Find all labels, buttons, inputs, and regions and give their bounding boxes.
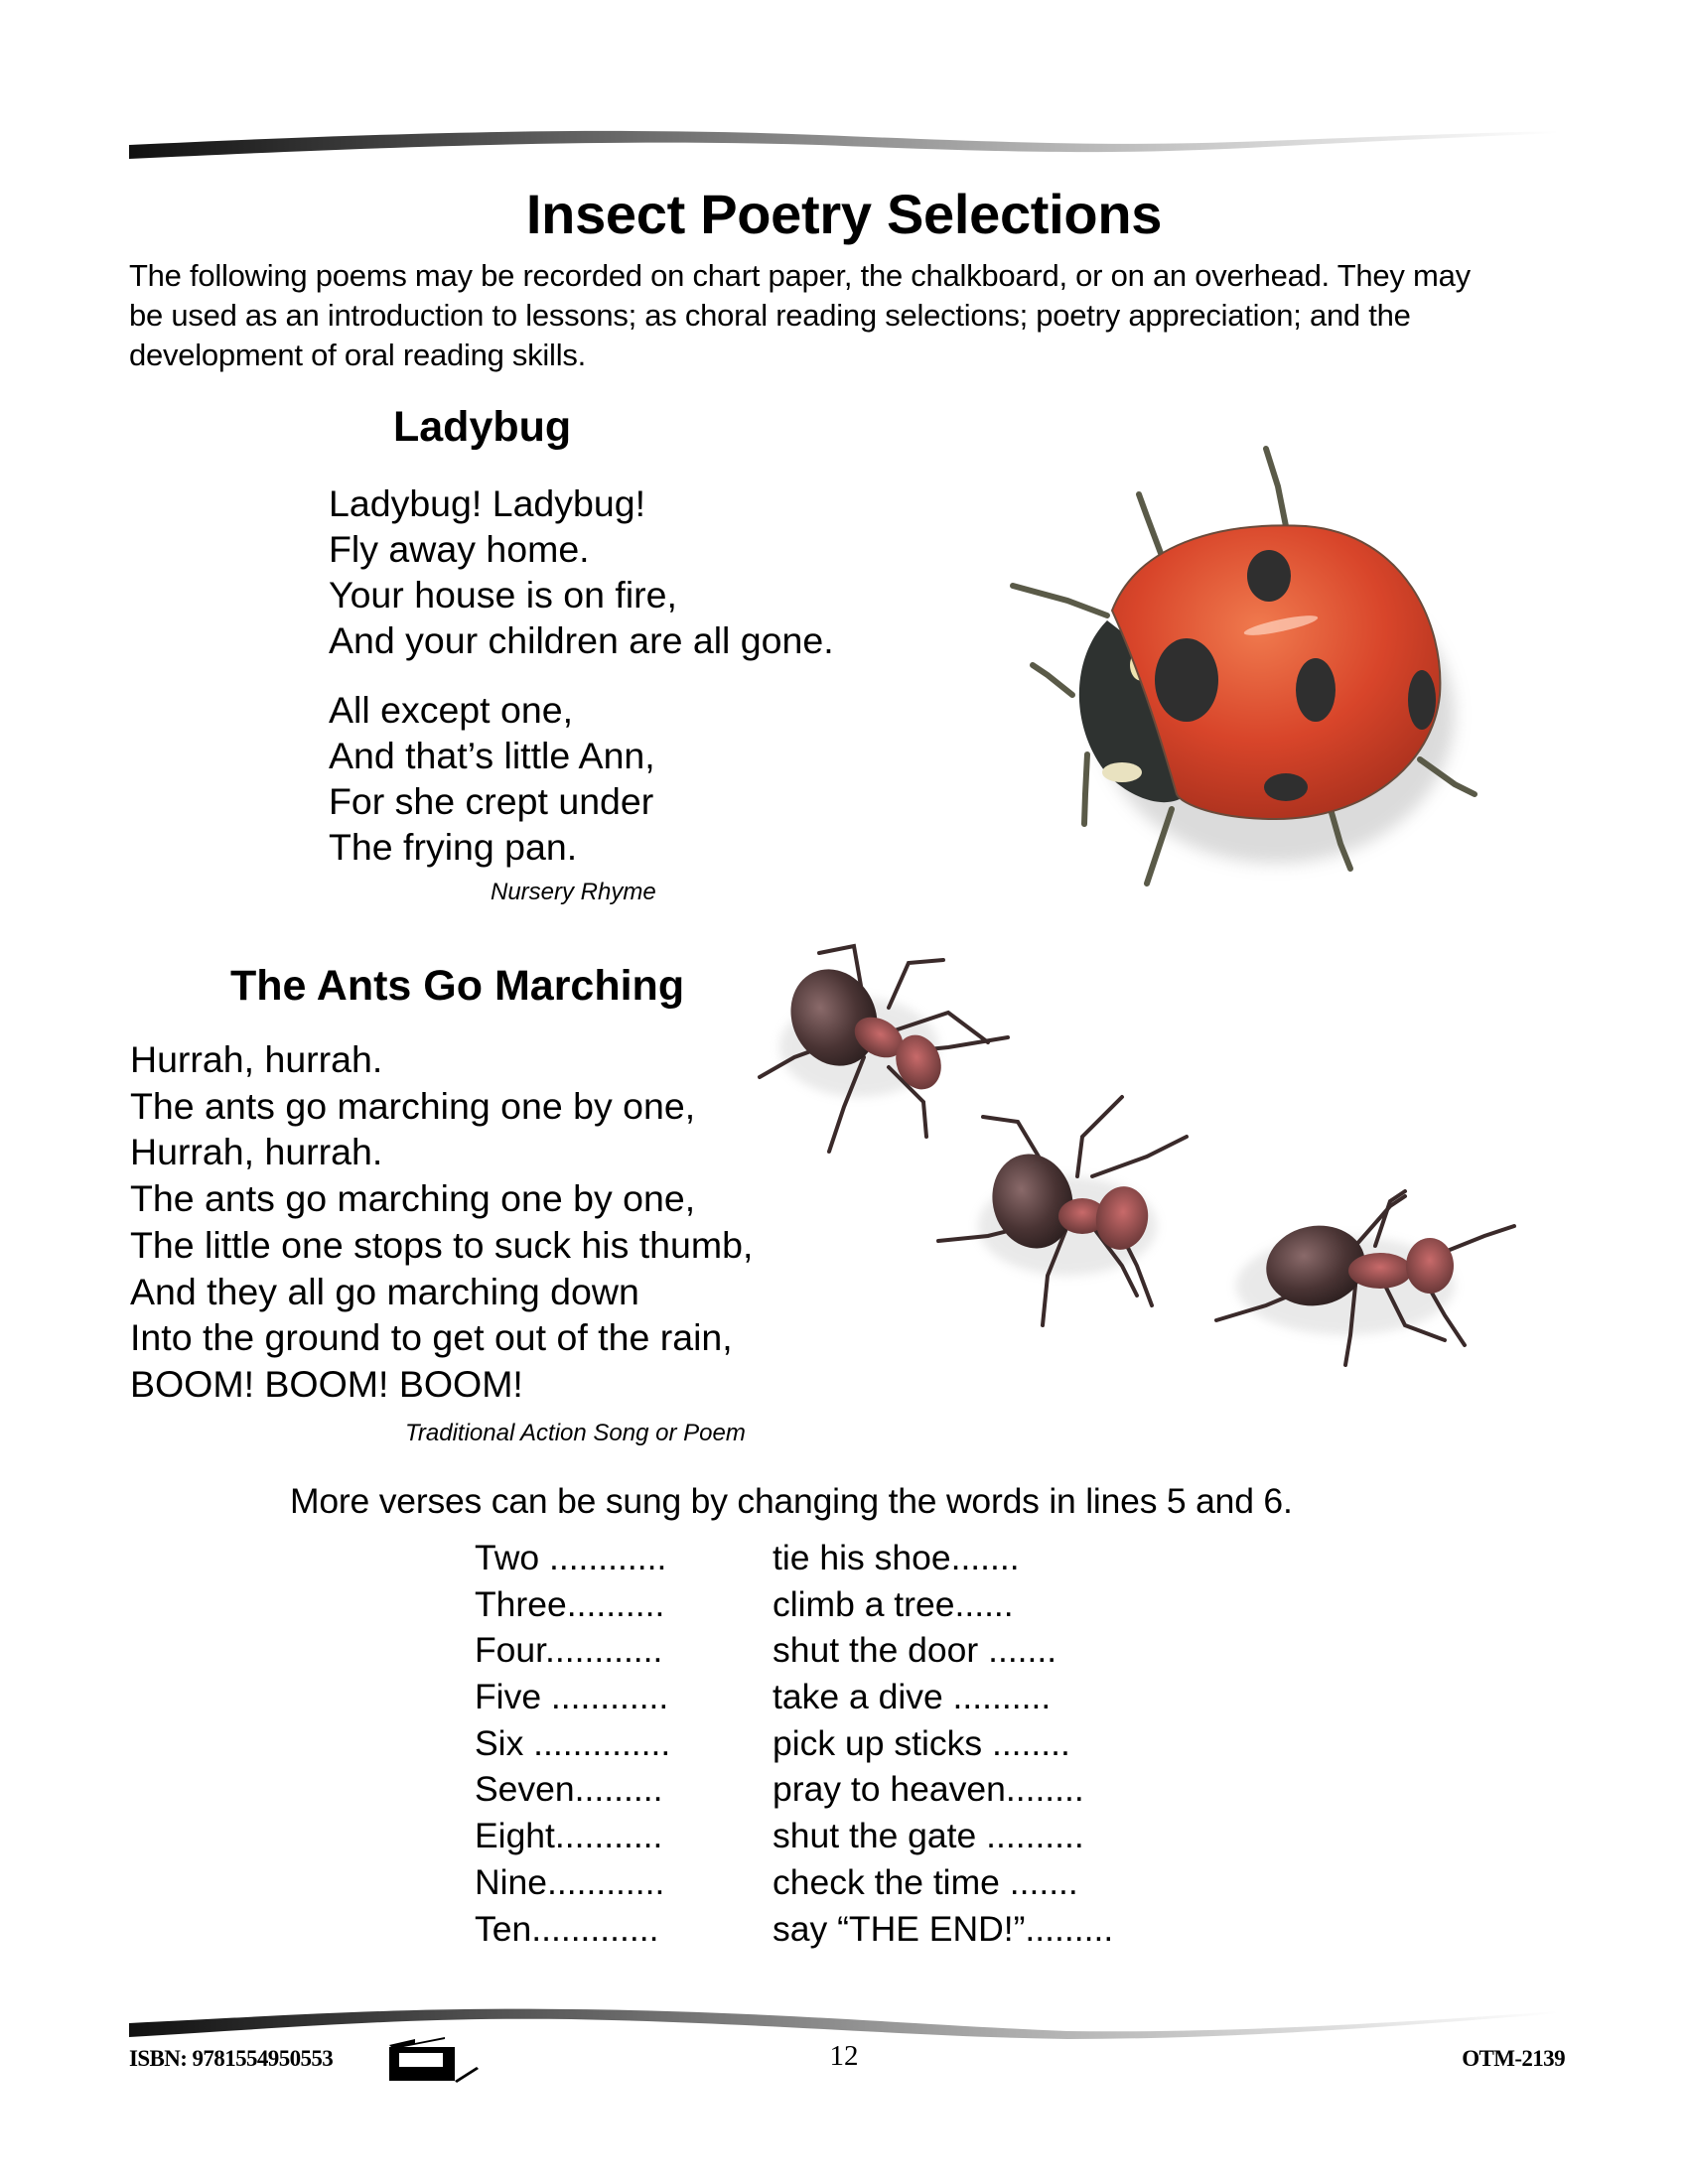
verse-row <box>475 1535 1113 1581</box>
verse-action: take a dive .......... <box>773 1677 1052 1717</box>
ladybug-image <box>988 427 1484 903</box>
ladybug-stanza-1 <box>329 480 834 663</box>
intro-line: be used as an introduction to lessons; as choral reading selections; poetry appreciation; and the <box>129 298 1411 333</box>
verse-action: pray to heaven........ <box>773 1769 1084 1810</box>
poem-line: Fly away home. <box>329 528 590 570</box>
verse-row <box>475 1813 1113 1859</box>
poem-line: Hurrah, hurrah. <box>130 1038 383 1080</box>
verse-number: Two ............ <box>475 1538 667 1577</box>
ladybug-heading: Ladybug <box>393 403 572 451</box>
verse-number: Six .............. <box>475 1722 671 1763</box>
verse-number: Eight........... <box>475 1816 663 1856</box>
verse-action: shut the door ....... <box>773 1630 1057 1671</box>
ant-1 <box>760 946 1008 1152</box>
poem-line: The ants go marching one by one, <box>130 1084 696 1127</box>
verse-row <box>475 1859 1113 1906</box>
verse-action: shut the gate .......... <box>773 1816 1084 1856</box>
verse-row <box>475 1720 1113 1767</box>
footer-swoosh <box>124 1995 1564 2045</box>
poem-line: For she crept under <box>329 780 654 822</box>
verses-list <box>475 1535 1113 1952</box>
ladybug-attribution: Nursery Rhyme <box>491 879 656 905</box>
verse-row <box>475 1906 1113 1953</box>
verse-number: Three.......... <box>475 1583 665 1624</box>
verse-number: Four............ <box>475 1630 663 1671</box>
poem-line: The ants go marching one by one, <box>130 1177 696 1220</box>
verse-row <box>475 1766 1113 1813</box>
verse-row <box>475 1581 1113 1628</box>
poem-line: And they all go marching down <box>130 1270 639 1312</box>
verse-action: pick up sticks ........ <box>773 1722 1070 1763</box>
intro-line: The following poems may be recorded on chart paper, the chalkboard, or on an overhead. They may <box>129 258 1471 293</box>
verse-number: Seven......... <box>475 1769 663 1810</box>
verse-number: Ten............. <box>475 1908 659 1949</box>
poem-line: Ladybug! Ladybug! <box>329 482 646 524</box>
poem-line: Into the ground to get out of the rain, <box>130 1316 733 1359</box>
verse-action: check the time ....... <box>773 1861 1078 1902</box>
page-number: 12 <box>829 2040 859 2072</box>
poem-line: All except one, <box>329 689 573 731</box>
intro-paragraph <box>129 256 1471 375</box>
product-code: OTM-2139 <box>1462 2046 1565 2071</box>
isbn: ISBN: 9781554950553 <box>129 2046 334 2071</box>
ladybug-stanza-2 <box>329 687 655 870</box>
verse-number: Nine............ <box>475 1861 665 1902</box>
verse-row <box>475 1627 1113 1674</box>
ants-poem <box>130 1036 753 1408</box>
header-swoosh <box>124 117 1564 167</box>
ants-image <box>750 928 1544 1395</box>
poem-line: BOOM! BOOM! BOOM! <box>130 1362 523 1405</box>
poem-line: And your children are all gone. <box>329 619 834 661</box>
ant-3 <box>1216 1191 1514 1365</box>
verse-action: say “THE END!”......... <box>773 1908 1114 1949</box>
ant-2 <box>938 1097 1187 1325</box>
ants-heading: The Ants Go Marching <box>230 962 685 1010</box>
ants-attribution: Traditional Action Song or Poem <box>405 1420 746 1446</box>
verse-row <box>475 1674 1113 1720</box>
verse-action: climb a tree...... <box>773 1583 1014 1624</box>
poem-line: And that’s little Ann, <box>329 735 655 776</box>
poem-line: Your house is on fire, <box>329 574 677 615</box>
intro-line: development of oral reading skills. <box>129 338 586 372</box>
poem-line: The frying pan. <box>329 826 578 868</box>
verse-action: tie his shoe....... <box>773 1538 1020 1577</box>
verse-number: Five ............ <box>475 1677 669 1717</box>
page-title: Insect Poetry Selections <box>525 183 1163 245</box>
poem-line: The little one stops to suck his thumb, <box>130 1223 754 1266</box>
verses-intro: More verses can be sung by changing the words in lines 5 and 6. <box>290 1481 1293 1521</box>
poem-line: Hurrah, hurrah. <box>130 1131 383 1173</box>
